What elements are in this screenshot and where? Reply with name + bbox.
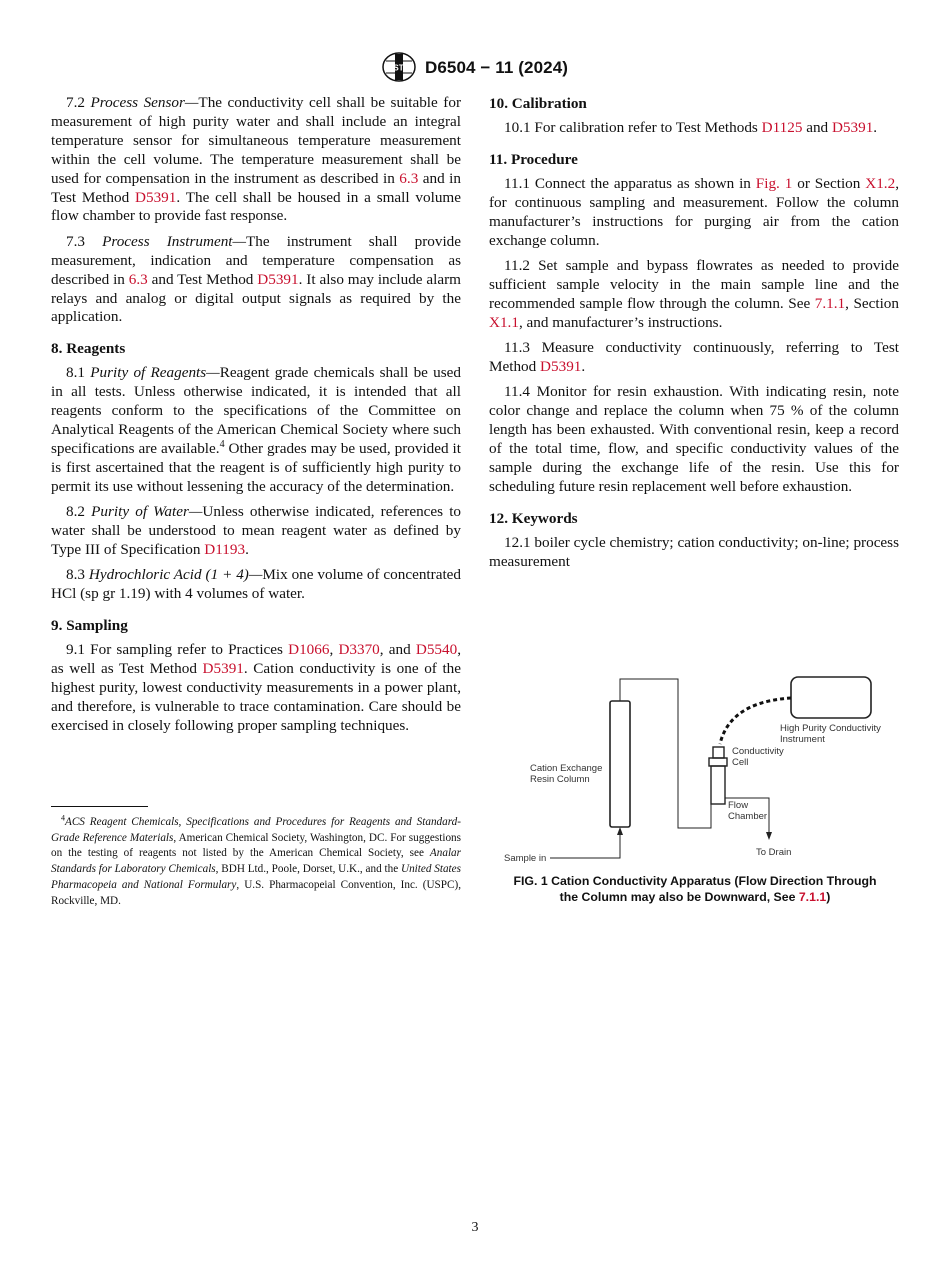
section-heading-procedure: 11. Procedure xyxy=(489,150,578,168)
figure-1 xyxy=(490,670,900,875)
link-6-3[interactable]: 6.3 xyxy=(399,169,419,187)
link-7-1-1[interactable]: 7.1.1 xyxy=(814,294,846,312)
conductivity-cell xyxy=(713,747,724,758)
figure-caption: FIG. 1 Cation Conductivity Apparatus (Flow Direction Through the Column may also be Downward, See 7.1.1) xyxy=(513,874,877,904)
cell-collar xyxy=(709,758,727,766)
paragraph-11-4: 11.4 Monitor for resin exhaustion. With indicating resin, note color change and replace the column when 75 % of the column length has been exhausted. With conventional resin, keep a record of the total time, flow, and specific conductivity values of the sample during the exchange life of the resin. Use this for scheduling future resin replacement well before exhaustion. xyxy=(489,383,899,495)
resin-column xyxy=(610,701,630,827)
page-header xyxy=(0,52,950,84)
section-heading-sampling: 9. Sampling xyxy=(51,617,128,635)
link-d1066[interactable]: D1066 xyxy=(288,641,330,659)
paragraph-12-1: 12.1 boiler cycle chemistry; cation conductivity; on-line; process measurement xyxy=(489,533,899,570)
paragraph-8-1: 8.1 Purity of Reagents—Reagent grade chemicals shall be used in all tests. Unless otherwise indicated, it is intended that all reagents conform to the specifications of the Committee on Analytical Reagents of the American Chemical Society where such specifications are available.$^4$ Other grades may be used, provided it is first ascertained that the reagent is of sufficiently high purity to permit its use without lessening the accuracy of the determination. xyxy=(51,364,461,495)
footnote-ref[interactable]: 4 xyxy=(219,438,225,450)
paragraph-11-1: 11.1 Connect the apparatus as shown in Fig. 1 or Section X1.2, for continuous sampling and measurement. Follow the column manufacturer’s instructions for purging air from the cation exchange column. xyxy=(489,174,899,249)
link-fig-1[interactable]: Fig. 1 xyxy=(755,174,793,192)
paragraph-7-3: 7.3 Process Instrument—The instrument shall provide measurement, indication and temperature compensation as described in 6.3 and Test Method D5391. It also may include alarm relays and analog or digital output signals as required by the application. xyxy=(51,232,461,326)
link-d5391[interactable]: D5391 xyxy=(540,358,582,376)
page-number: 3 xyxy=(471,1220,479,1235)
link-d5540[interactable]: D5540 xyxy=(415,641,458,659)
document-id: D6504 − 11 (2024) xyxy=(425,58,569,77)
label-instrument-2: Instrument xyxy=(780,734,825,745)
link-d5391[interactable]: D5391 xyxy=(257,270,299,288)
link-6-3[interactable]: 6.3 xyxy=(128,270,148,288)
label-column-2: Resin Column xyxy=(530,774,590,785)
link-d5391[interactable]: D5391 xyxy=(135,188,177,206)
link-d5391[interactable]: D5391 xyxy=(202,660,244,678)
link-d1125[interactable]: D1125 xyxy=(761,119,803,136)
link-d3370[interactable]: D3370 xyxy=(338,641,380,659)
flow-chamber xyxy=(711,766,725,804)
paragraph-7-2: 7.2 Process Sensor—The conductivity cell shall be suitable for measurement of high purity water and shall include an integral temperature sensor for simultaneous temperature measurement within the cell volume. The temperature measurement shall be used for compensation in the instrument as described in 6.3 and in Test Method D5391. The cell shall be housed in a small volume flow chamber to provide fast response. xyxy=(51,94,462,225)
astm-logo-icon xyxy=(382,52,416,82)
label-chamber-2: Chamber xyxy=(728,811,768,822)
paragraph-9-1: 9.1 For sampling refer to Practices D1066, D3370, and D5540, as well as Test Method D5391. Cation conductivity is one of the highest purity, lowest conductivity measurements in a power plant, and therefore, is vulnerable to trace contamination. Care should be exercised in closely following proper sampling techniques. xyxy=(51,641,462,734)
link-d1193[interactable]: D1193 xyxy=(204,541,246,559)
sample-in-pipe xyxy=(550,833,620,858)
left-column xyxy=(51,94,461,742)
drain-arrow-icon xyxy=(766,832,772,840)
paragraph-8-2: 8.2 Purity of Water—Unless otherwise indicated, references to water shall be understood to mean reagent water as defined by Type III of Specification D1193. xyxy=(51,503,462,559)
paragraph-11-3: 11.3 Measure conductivity continuously, referring to Test Method D5391. xyxy=(489,339,899,376)
link-d5391[interactable]: D5391 xyxy=(831,119,874,136)
footnote-divider xyxy=(51,806,148,807)
paragraph-10-1: 10.1 For calibration refer to Test Methods D1125 and D5391. xyxy=(504,119,878,136)
section-heading-reagents: 8. Reagents xyxy=(51,340,126,358)
label-instrument-1: High Purity Conductivity xyxy=(780,723,881,734)
section-heading-keywords: 12. Keywords xyxy=(489,509,578,527)
instrument-box xyxy=(791,677,871,718)
link-x1-2[interactable]: X1.2 xyxy=(865,174,896,192)
paragraph-8-3: 8.3 Hydrochloric Acid (1 + 4)—Mix one volume of concentrated HCl (sp gr 1.19) with 4 volumes of water. xyxy=(51,566,462,603)
label-drain: To Drain xyxy=(756,847,792,858)
footnote-4: $^4$ACS Reagent Chemicals, Specifications and Procedures for Reagents and Standard-Grade Reference Materials, American Chemical Society, Washington, DC. For suggestions on the testing of reagents not listed by the American Chemical Society, see Analar Standards for Laboratory Chemicals, BDH Ltd., Poole, Dorset, U.K., and the United States Pharmacopeia and National Formulary, U.S. Pharmacopeial Convention, Inc. (USPC), Rockville, MD. xyxy=(51,813,461,907)
apparatus-diagram xyxy=(490,670,900,875)
right-column xyxy=(489,94,899,578)
label-chamber-1: Flow xyxy=(728,800,749,811)
svg-text:ASTM: ASTM xyxy=(387,63,411,73)
label-cell-1: Conductivity xyxy=(732,746,784,757)
label-sample-in: Sample in xyxy=(504,853,547,864)
label-column-1: Cation Exchange xyxy=(530,763,603,774)
link-x1-1[interactable]: X1.1 xyxy=(489,313,519,331)
paragraph-11-2: 11.2 Set sample and bypass flowrates as needed to provide sufficient sample velocity in the main sample line and the recommended sample flow through the column. See 7.1.1, Section X1.1, and manufacturer’s instructions. xyxy=(489,257,899,331)
column-outlet-pipe xyxy=(620,679,711,828)
section-heading-calibration: 10. Calibration xyxy=(489,95,587,112)
inlet-arrow-icon xyxy=(617,827,623,835)
link-7-1-1[interactable]: 7.1.1 xyxy=(798,890,827,904)
label-cell-2: Cell xyxy=(732,757,749,768)
